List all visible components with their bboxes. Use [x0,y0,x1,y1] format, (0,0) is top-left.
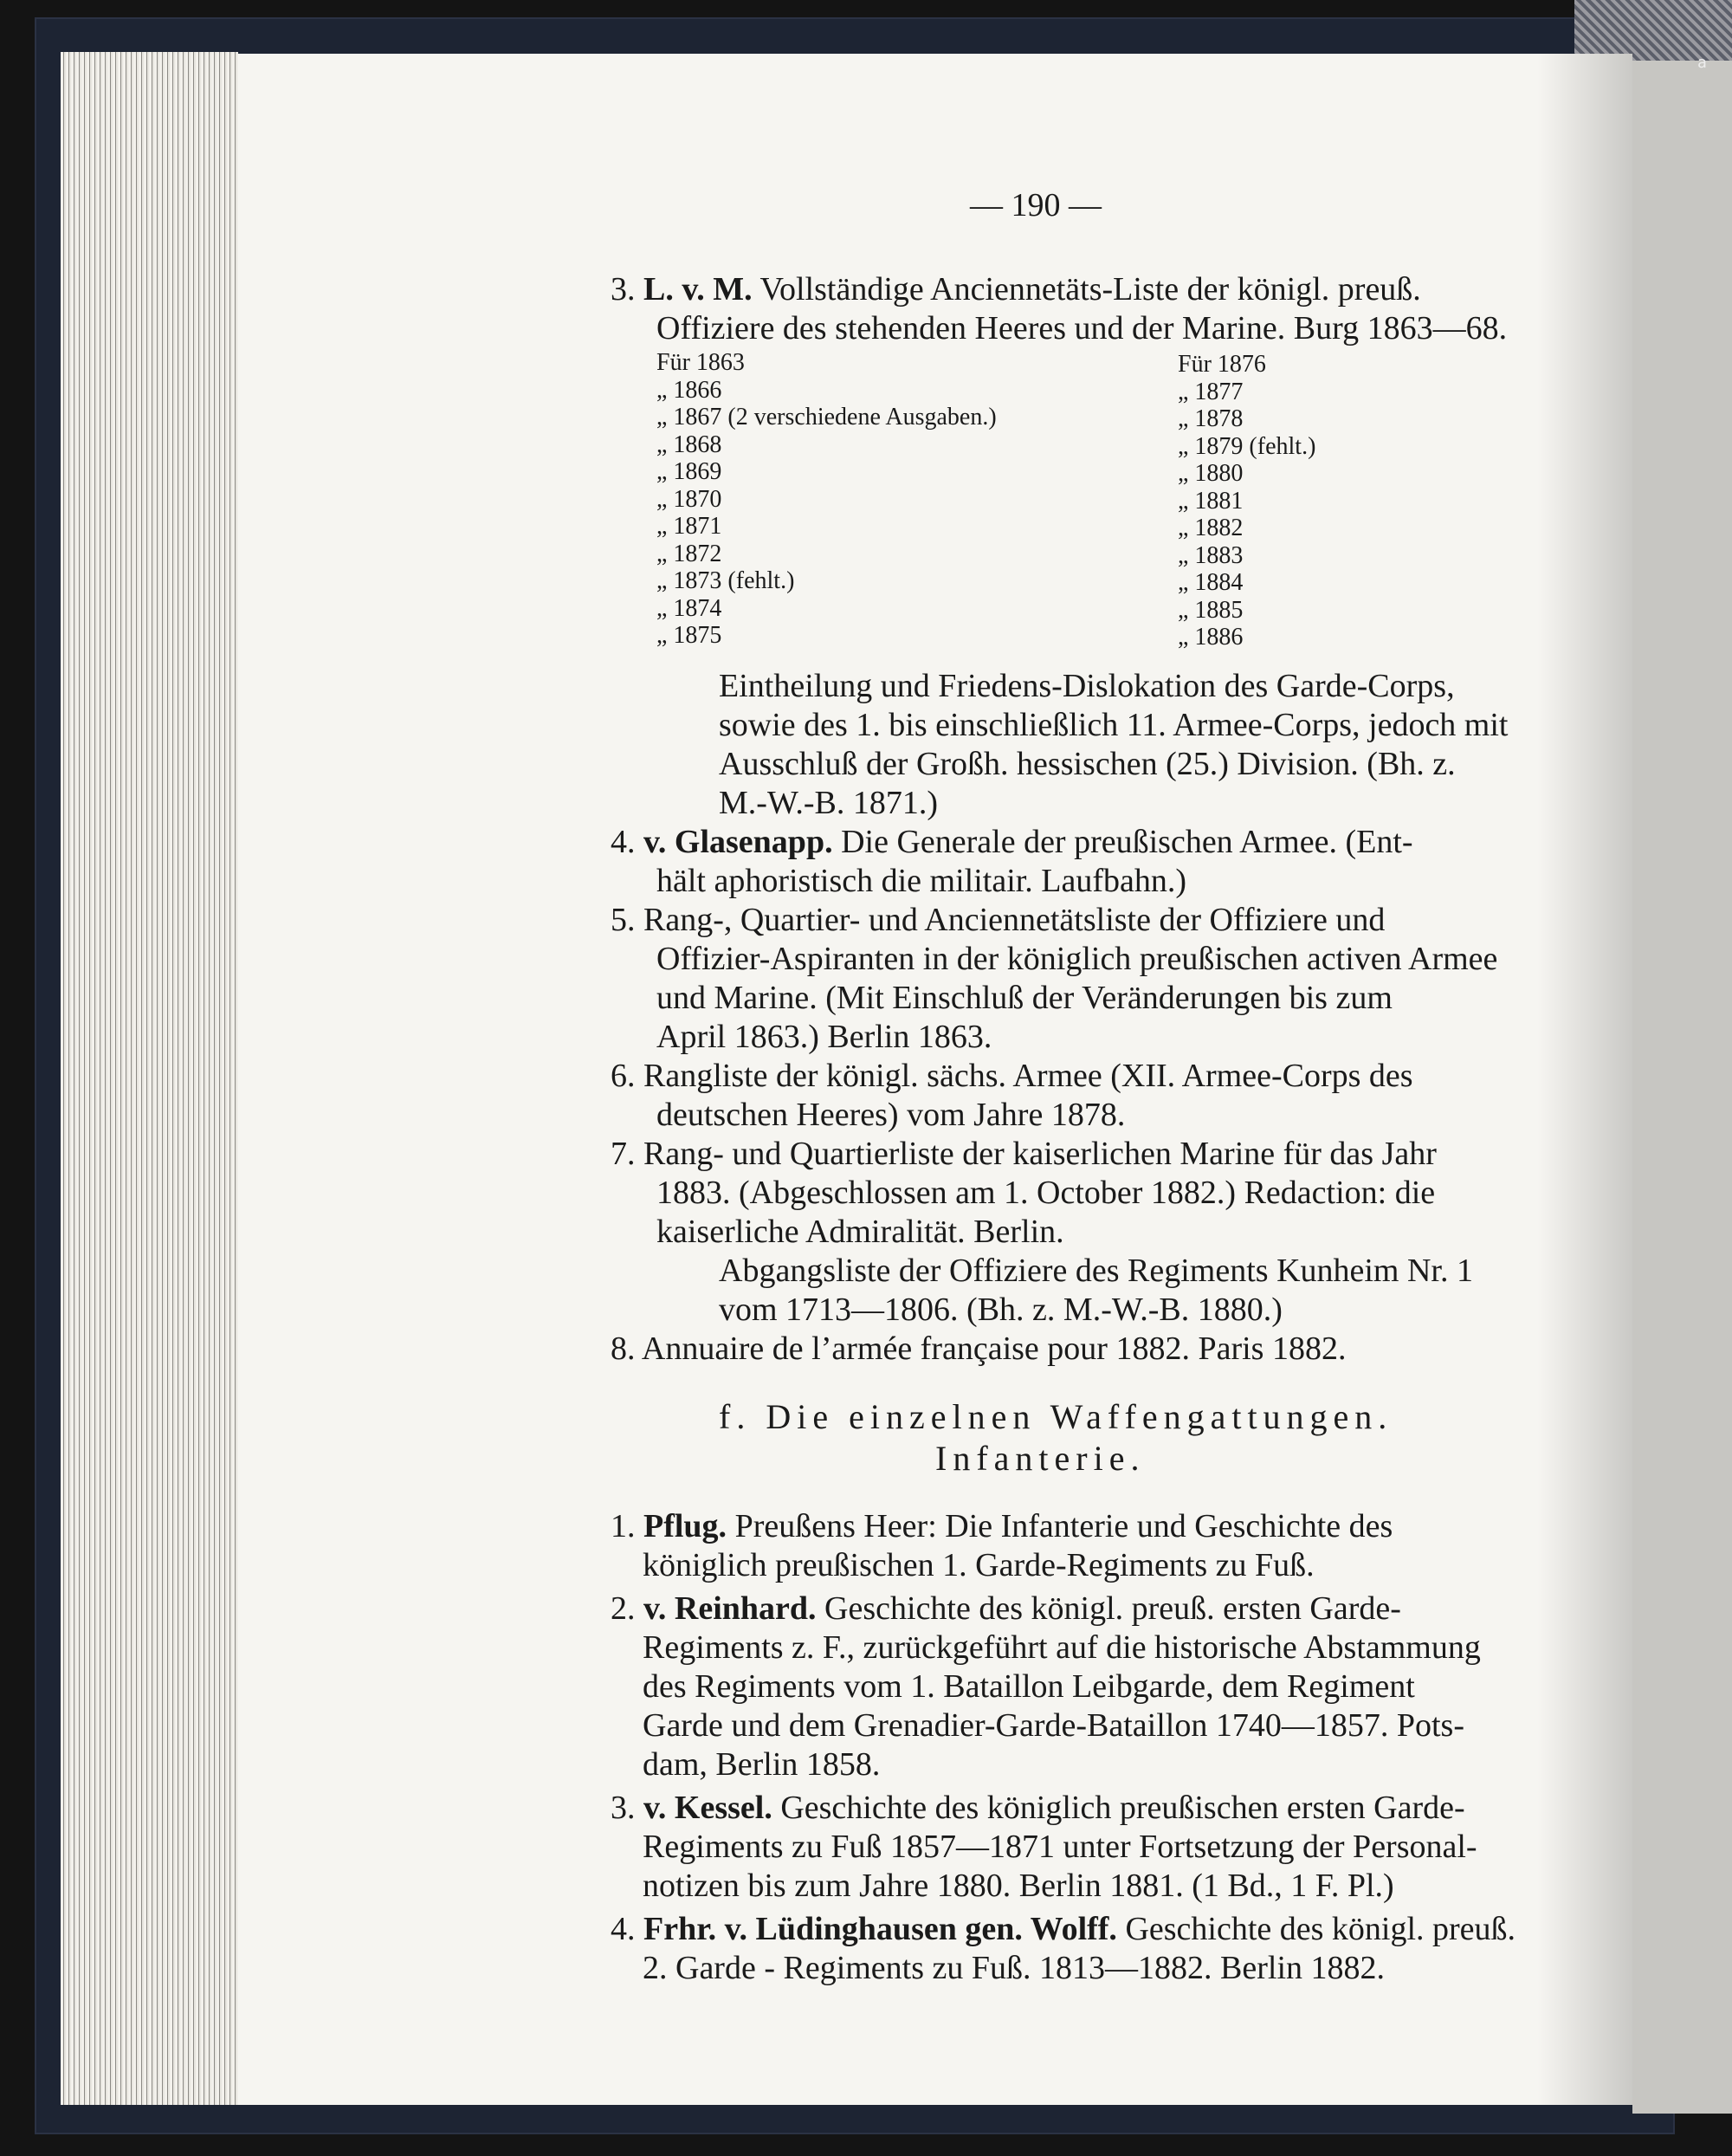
entry-author: v. Kessel. [643,1790,772,1826]
year-item: „ 1879 (fehlt.) [1178,432,1316,460]
eintheilung-line-4: M.-W.-B. 1871.) [719,785,938,821]
year-item: „ 1886 [1178,624,1244,651]
entry-author: Pflug. [643,1508,727,1544]
entry-text: Vollständige Anciennetäts-Liste der königl. preuß. [759,271,1421,308]
eintheilung-line-3: Ausschluß der Großh. hessischen (25.) Division. (Bh. z. [719,746,1456,782]
year-item: „ 1874 [656,594,722,622]
corner-mark: a [1697,54,1707,72]
entry-6-line-1 [611,1057,1413,1096]
year-item: „ 1867 (2 verschiedene Ausgaben.) [656,404,997,431]
entry-5-line-1 [611,901,1385,940]
year-item: „ 1866 [656,376,722,404]
entry-4-line-1 [611,823,1413,862]
infantry-entry-3-line-1 [611,1789,1465,1828]
entry-number: 3. [611,1790,636,1826]
entry-6-line-2: deutschen Heeres) vom Jahre 1878. [656,1097,1126,1133]
entry-author: Frhr. v. Lüdinghausen gen. Wolff. [643,1911,1117,1947]
entry-text: Rangliste der königl. sächs. Armee (XII. Armee-Corps des [643,1058,1413,1094]
year-item: „ 1881 [1178,487,1244,515]
infantry-entry-4-line-1 [611,1910,1516,1949]
entry-number: 7. [611,1136,636,1172]
infantry-entry-4-line-2: 2. Garde - Regiments zu Fuß. 1813—1882. Berlin 1882. [643,1950,1386,1986]
entry-text: Geschichte des königlich preußischen ersten Garde- [780,1790,1465,1826]
entry-author: v. Glasenapp. [643,824,833,860]
year-item: „ 1884 [1178,569,1244,596]
entry-text: Preußens Heer: Die Infanterie und Geschichte des [734,1508,1393,1544]
entry-number: 6. [611,1058,636,1094]
entry-text: Die Generale der preußischen Armee. (Ent- [841,824,1413,860]
year-item: „ 1871 [656,513,722,540]
year-item: „ 1869 [656,458,722,485]
entry-7-line-3: kaiserliche Admiralität. Berlin. [656,1214,1064,1250]
years-left-column [656,349,997,650]
infantry-entry-2-line-4: Garde und dem Grenadier-Garde-Bataillon 1740—1857. Pots- [643,1707,1464,1744]
eintheilung-line-1: Eintheilung und Friedens-Dislokation des Garde-Corps, [719,668,1455,704]
year-item: „ 1877 [1178,378,1244,405]
infantry-entry-3-line-3: notizen bis zum Jahre 1880. Berlin 1881. (1 Bd., 1 F. Pl.) [643,1868,1394,1904]
entry-5-line-3: und Marine. (Mit Einschluß der Veränderungen bis zum [656,980,1393,1016]
infantry-entry-1-line-1 [611,1507,1393,1546]
eintheilung-line-2: sowie des 1. bis einschließlich 11. Armee-Corps, jedoch mit [719,707,1509,743]
year-item: „ 1875 [656,622,722,649]
entry-7-line-2: 1883. (Abgeschlossen am 1. October 1882.) Redaction: die [656,1175,1436,1211]
entry-number: 1. [611,1508,636,1544]
entry-number: 4. [611,824,636,860]
years-right-column [1178,351,1315,651]
year-item: „ 1868 [656,431,722,458]
entry-text: Geschichte des königl. preuß. ersten Garde- [824,1590,1401,1627]
entry-5-line-2: Offizier-Aspiranten in der königlich preußischen activen Armee [656,941,1498,977]
year-item: „ 1872 [656,540,722,567]
entry-3-line-2: Offiziere des stehenden Heeres und der Marine. Burg 1863—68. [656,310,1508,346]
year-item: „ 1870 [656,485,722,513]
entry-text: Rang- und Quartierliste der kaiserlichen Marine für das Jahr [643,1136,1437,1172]
entry-number: 2. [611,1590,636,1627]
year-item: „ 1883 [1178,541,1244,569]
entry-text: Rang-, Quartier- und Anciennetätsliste der Offiziere und [643,902,1386,938]
page-number-header: — 190 — [970,187,1102,223]
infantry-entry-1-line-2: königlich preußischen 1. Garde-Regiments zu Fuß. [643,1547,1315,1583]
year-item: „ 1880 [1178,460,1244,487]
year-item: Für 1876 [1178,351,1266,378]
infantry-entry-2-line-5: dam, Berlin 1858. [643,1746,881,1783]
year-item: „ 1878 [1178,405,1244,432]
facing-page-edge [1632,61,1732,2114]
infantry-entry-2-line-2: Regiments z. F., zurückgeführt auf die historische Abstammung [643,1629,1481,1666]
entry-number: 5. [611,902,636,938]
section-subheading: Infanterie. [935,1439,1146,1478]
entry-8-line-1 [611,1330,1346,1369]
entry-author: L. v. M. [643,271,753,308]
entry-3-line-1 [611,270,1421,309]
year-item: „ 1873 (fehlt.) [656,567,795,594]
abgangsliste-line-2: vom 1713—1806. (Bh. z. M.-W.-B. 1880.) [719,1292,1283,1328]
entry-number: 4. [611,1911,636,1947]
infantry-entry-2-line-3: des Regiments vom 1. Bataillon Leibgarde, dem Regiment [643,1668,1415,1705]
year-item: „ 1885 [1178,596,1244,624]
year-item: Für 1863 [656,349,745,376]
entry-text: Geschichte des königl. preuß. [1125,1911,1516,1947]
infantry-entry-3-line-2: Regiments zu Fuß 1857—1871 unter Fortsetzung der Personal- [643,1829,1477,1865]
section-heading: f. Die einzelnen Waffengattungen. [719,1397,1393,1436]
page-edges [61,52,238,2105]
entry-number: 3. [611,271,636,308]
entry-5-line-4: April 1863.) Berlin 1863. [656,1019,992,1055]
entry-7-line-1 [611,1135,1437,1174]
abgangsliste-line-1: Abgangsliste der Offiziere des Regiments Kunheim Nr. 1 [719,1253,1473,1289]
entry-number: 8. [611,1331,636,1367]
infantry-entry-2-line-1 [611,1589,1401,1628]
year-item: „ 1882 [1178,515,1244,541]
entry-4-line-2: hält aphoristisch die militair. Laufbahn.) [656,863,1187,899]
entry-text: Annuaire de l’armée française pour 1882. Paris 1882. [641,1331,1347,1367]
entry-author: v. Reinhard. [643,1590,817,1627]
